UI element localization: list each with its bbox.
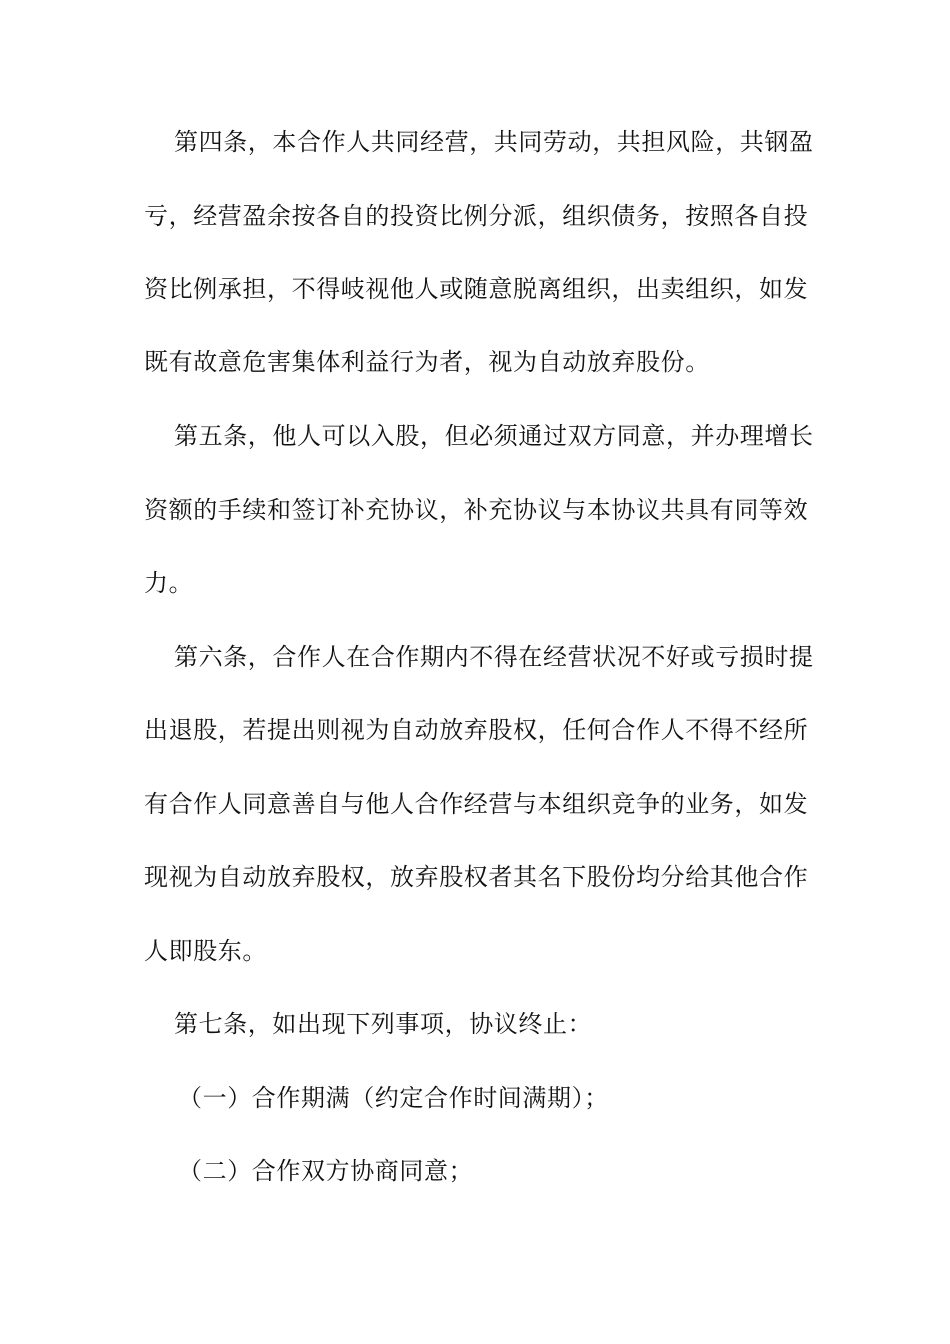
- article-4-line-2: 亏，经营盈余按各自的投资比例分派，组织债务，按照各自投: [144, 202, 809, 230]
- article-6-line-4: 现视为自动放弃股权，放弃股权者其名下股份均分给其他合作: [144, 863, 809, 891]
- article-6-line-1: 第六条，合作人在合作期内不得在经营状况不好或亏损时提: [174, 643, 814, 671]
- article-7-item-2: （二）合作双方协商同意；: [178, 1157, 474, 1185]
- article-7-item-1: （一）合作期满（约定合作时间满期）；: [178, 1084, 609, 1112]
- article-4-line-1: 第四条，本合作人共同经营，共同劳动，共担风险，共钢盈: [174, 128, 814, 156]
- article-5-line-1: 第五条，他人可以入股，但必须通过双方同意，并办理增长: [174, 422, 814, 450]
- article-4-line-4: 既有故意危害集体利益行为者，视为自动放弃股份。: [144, 348, 710, 376]
- article-6-line-2: 出退股，若提出则视为自动放弃股权，任何合作人不得不经所: [144, 716, 809, 744]
- article-7-heading: 第七条，如出现下列事项，协议终止：: [174, 1010, 593, 1038]
- article-6-line-5: 人即股东。: [144, 937, 267, 965]
- article-5-line-2: 资额的手续和签订补充协议，补充协议与本协议共具有同等效: [144, 496, 809, 524]
- article-6-line-3: 有合作人同意善自与他人合作经营与本组织竞争的业务，如发: [144, 790, 809, 818]
- article-4-line-3: 资比例承担，不得岐视他人或随意脱离组织，出卖组织，如发: [144, 275, 809, 303]
- article-5-line-3: 力。: [144, 569, 194, 597]
